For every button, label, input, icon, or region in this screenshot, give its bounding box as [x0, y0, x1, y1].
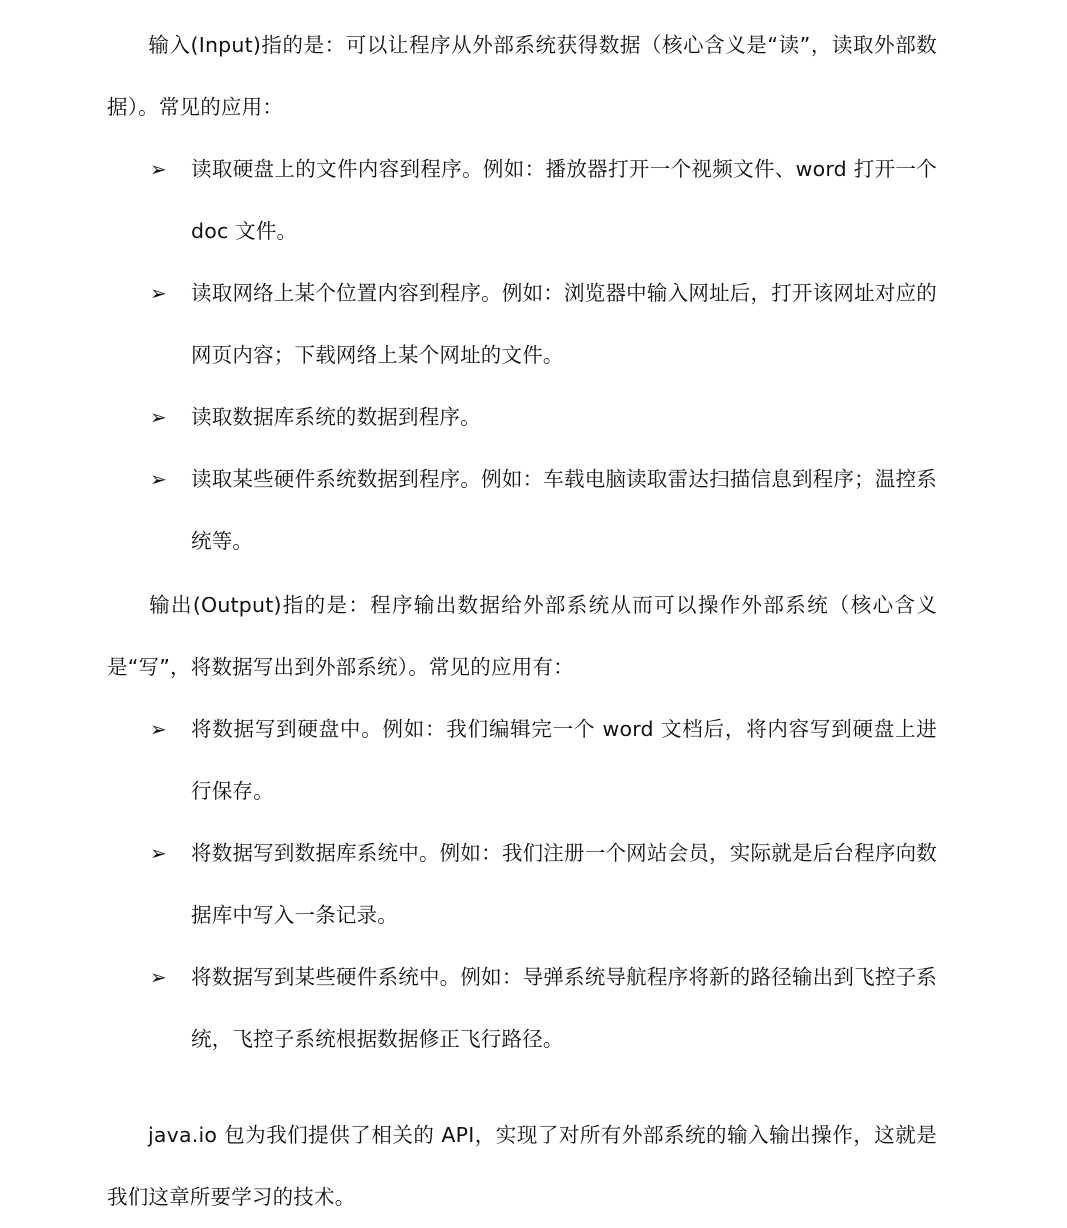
arrow-bullet-icon: ➢: [150, 841, 167, 865]
list-item-text: 读取某些硬件系统数据到程序。例如：车载电脑读取雷达扫描信息到程序；温控系统等。: [191, 467, 937, 553]
output-list-item: [150, 946, 937, 1070]
input-list-item: [150, 386, 937, 448]
list-item-text: 读取数据库系统的数据到程序。: [191, 405, 481, 429]
list-item-text: 读取硬盘上的文件内容到程序。例如：播放器打开一个视频文件、word 打开一个 doc 文件。: [191, 157, 937, 243]
list-item-text: 读取网络上某个位置内容到程序。例如：浏览器中输入网址后，打开该网址对应的网页内容；下载网络上某个网址的文件。: [191, 281, 937, 367]
input-list-item: [150, 262, 937, 386]
list-item-text: 将数据写到硬盘中。例如：我们编辑完一个 word 文档后，将内容写到硬盘上进行保存。: [191, 717, 937, 803]
input-list-item: [150, 448, 937, 572]
input-definition-text: 输入(Input)指的是：可以让程序从外部系统获得数据（核心含义是“读”，读取外部数据）。常见的应用：: [107, 33, 937, 119]
list-item-text: 将数据写到数据库系统中。例如：我们注册一个网站会员，实际就是后台程序向数据库中写入一条记录。: [191, 841, 937, 927]
arrow-bullet-icon: ➢: [150, 467, 167, 491]
output-list-item: [150, 698, 937, 822]
closing-paragraph: [107, 1104, 937, 1228]
arrow-bullet-icon: ➢: [150, 965, 167, 989]
list-item-text: 将数据写到某些硬件系统中。例如：导弹系统导航程序将新的路径输出到飞控子系统，飞控子系统根据数据修正飞行路径。: [191, 965, 937, 1051]
arrow-bullet-icon: ➢: [150, 281, 167, 305]
input-definition-paragraph: [107, 14, 937, 138]
closing-text: java.io 包为我们提供了相关的 API，实现了对所有外部系统的输入输出操作，这就是我们这章所要学习的技术。: [107, 1123, 937, 1209]
arrow-bullet-icon: ➢: [150, 717, 167, 741]
output-definition-text: 输出(Output)指的是：程序输出数据给外部系统从而可以操作外部系统（核心含义是“写”，将数据写出到外部系统）。常见的应用有：: [107, 593, 937, 679]
arrow-bullet-icon: ➢: [150, 405, 167, 429]
arrow-bullet-icon: ➢: [150, 157, 167, 181]
output-definition-paragraph: [107, 574, 937, 698]
input-list-item: [150, 138, 937, 262]
output-list-item: [150, 822, 937, 946]
